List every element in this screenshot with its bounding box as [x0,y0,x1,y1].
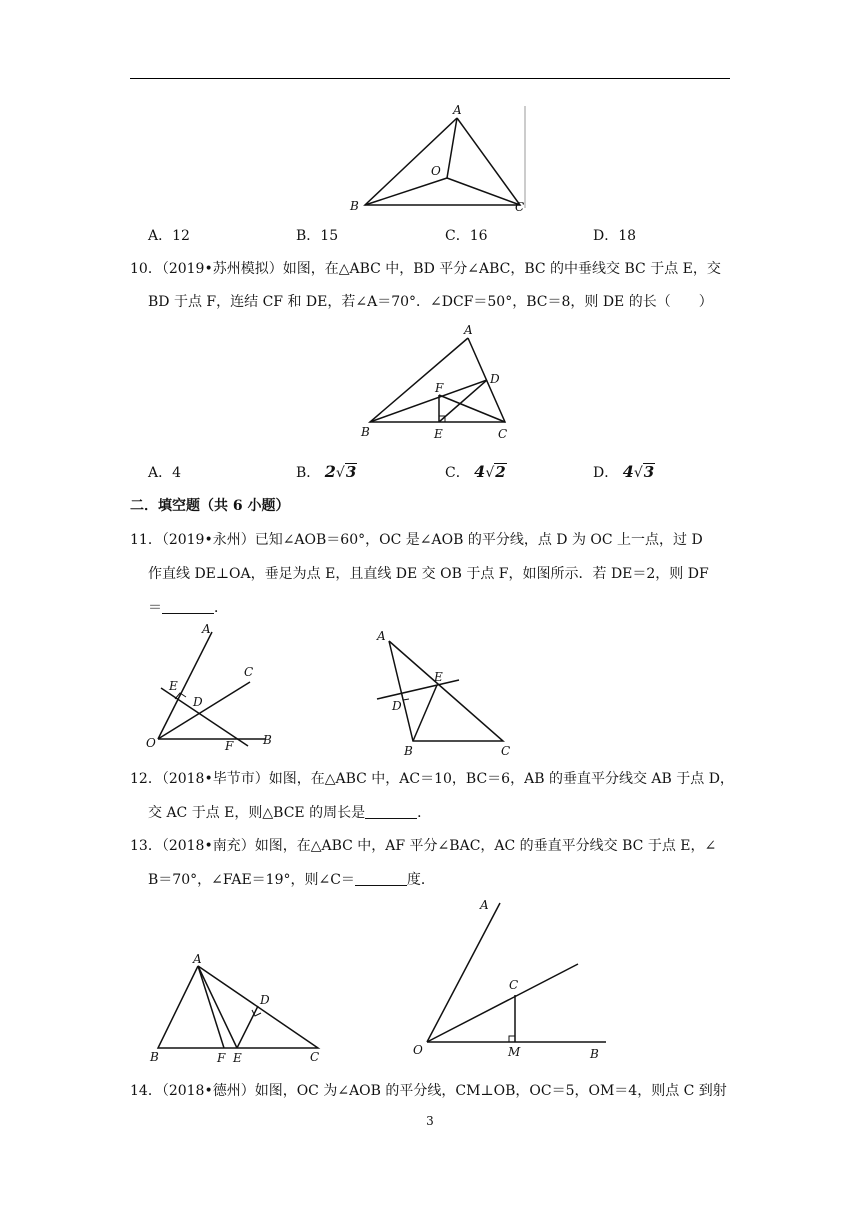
q11-text-line1: 11．（2019•永州）已知∠AOB＝60°，OC 是∠AOB 的平分线，点 D 为 OC 上一点，过 D [130,532,703,548]
q11-line3-prefix: ＝ [148,600,162,616]
q12-text-line2 [148,803,753,823]
figure-q9-triangle [340,100,540,215]
fig9-label-a: A [453,103,462,117]
fig10-label-a: A [464,323,473,337]
q12-answer-blank [365,804,417,819]
q10-option-a: A．4 [148,465,182,481]
fig11-label-a: A [202,622,211,636]
q12-line2-prefix: 交 AC 于点 E，则△BCE 的周长是 [148,805,366,821]
q11-text-line2: 作直线 DE⊥OA，垂足为点 E，且直线 DE 交 OB 于点 F，如图所示．若 DE＝2，则 DF [148,566,709,582]
fig10-label-d: D [490,372,500,386]
section-heading-fill-in: 二．填空题（共 6 小题） [130,498,290,514]
q9-option-a: A．12 [148,228,190,244]
fig12-label-d: D [392,699,402,713]
fig13-label-f: F [217,1051,226,1065]
q12-line2-suffix: ． [417,805,432,821]
radical-icon: √ [335,465,345,481]
q10-option-d [593,462,655,482]
fig12-label-c: C [501,744,511,758]
q9-option-c: C．16 [445,228,488,244]
radical-icon: √ [633,465,643,481]
q10-option-c-radicand: 2 [495,463,506,481]
q13-text-line2 [148,870,753,890]
figure-q12-triangle [370,622,530,757]
fig12-label-a: A [377,629,386,643]
q10-option-b-radicand: 3 [345,463,357,481]
fig13-label-d: D [260,993,270,1007]
q13-line2-suffix: 度． [406,872,435,888]
figure-q13-triangle [140,950,335,1065]
q13-text-line1: 13．（2018•南充）如图，在△ABC 中，AF 平分∠BAC，AC 的垂直平分线交 BC 于点 E，∠ [130,838,717,854]
fig9-label-c: C [515,200,525,214]
fig13-label-c: C [310,1050,320,1064]
fig9-label-b: B [350,199,359,213]
fig9-label-o: O [431,164,441,178]
radical-icon: √ [485,465,495,481]
fig11-label-e: E [169,679,178,693]
fig12-label-e: E [434,670,443,684]
fig13-label-b: B [150,1050,159,1064]
q10-option-c-coef: 4 [474,462,486,481]
q12-text-line1: 12．（2018•毕节市）如图，在△ABC 中，AC＝10，BC＝6，AB 的垂直平分线交 AB 于点 D， [130,771,734,787]
fig13-label-a: A [193,952,202,966]
figure-q14-angle [400,895,615,1065]
page-number: 3 [426,1114,434,1128]
header-rule [130,78,730,79]
q10-option-c [445,462,507,482]
q13-line2-prefix: B＝70°，∠FAE＝19°，则∠C＝ [148,872,355,888]
figure-q11-angle [140,620,290,755]
q10-text-line2: BD 于点 F，连结 CF 和 DE，若∠A＝70°．∠DCF＝50°，BC＝8，则 DE 的长（ ） [148,294,713,310]
fig14-label-a: A [480,898,489,912]
fig14-label-m: M [508,1045,521,1059]
q10-option-c-label: C． [445,465,470,481]
fig14-label-c: C [509,978,519,992]
fig10-label-b: B [361,425,370,439]
q10-option-d-radicand: 3 [643,463,655,481]
fig10-label-f: F [435,381,444,395]
q10-text-line1: 10．（2019•苏州模拟）如图，在△ABC 中，BD 平分∠ABC，BC 的中垂线交 BC 于点 E，交 [130,261,721,277]
q11-line3-suffix: ． [214,600,228,616]
q10-option-d-label: D． [593,465,619,481]
q13-answer-blank [355,871,407,886]
q14-text-line1: 14．（2018•德州）如图，OC 为∠AOB 的平分线，CM⊥OB，OC＝5，OM＝4，则点 C 到射 [130,1083,727,1099]
q10-option-b [296,462,357,482]
q10-option-d-coef: 4 [622,462,634,481]
fig12-label-b: B [404,744,413,758]
fig14-label-b: B [590,1047,599,1061]
figure-q10-triangle [355,322,535,447]
fig11-label-d: D [193,695,203,709]
q10-option-b-label: B． [296,465,321,481]
fig14-label-o: O [413,1043,423,1057]
q11-text-line3 [148,598,753,618]
fig10-label-c: C [498,427,508,441]
fig11-label-o: O [146,736,156,750]
fig11-label-f: F [225,739,234,753]
q9-option-b: B．15 [296,228,339,244]
fig11-label-c: C [244,665,254,679]
fig11-label-b: B [263,733,272,747]
q10-option-b-coef: 2 [324,462,336,481]
q11-answer-blank [162,599,214,614]
fig10-label-e: E [434,427,443,441]
fig13-label-e: E [233,1051,242,1065]
q9-option-d: D．18 [593,228,637,244]
